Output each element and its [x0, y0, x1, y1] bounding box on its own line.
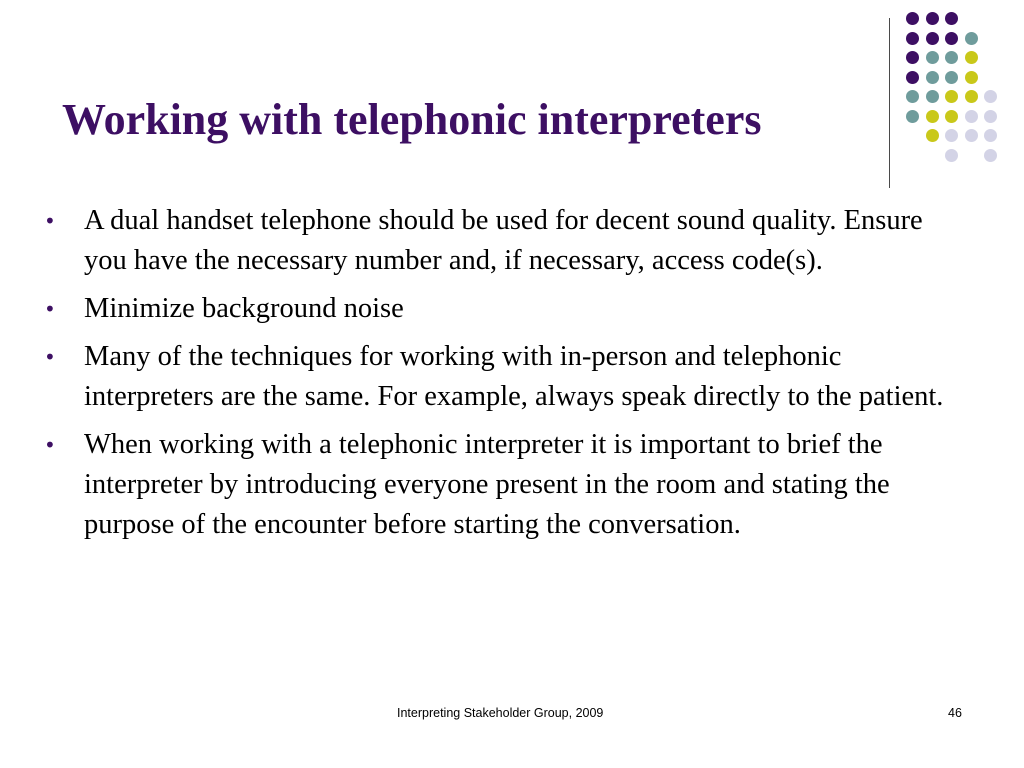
bullet-text: Minimize background noise: [84, 293, 404, 324]
decorative-dot: [906, 90, 919, 103]
decorative-dot: [965, 110, 978, 123]
decorative-dot: [945, 71, 958, 84]
bullet-list: [44, 201, 944, 553]
decorative-dot: [945, 32, 958, 45]
decorative-dot: [926, 110, 939, 123]
decorative-dot: [965, 129, 978, 142]
decorative-dot: [906, 12, 919, 25]
bullet-item: [44, 201, 944, 281]
decorative-dot: [965, 71, 978, 84]
decorative-dot: [926, 32, 939, 45]
decorative-dot: [926, 71, 939, 84]
decorative-dot: [984, 129, 997, 142]
decorative-dot: [926, 129, 939, 142]
bullet-text: A dual handset telephone should be used for decent sound quality. Ensure you have the necessary number and, if necessary, access code(s).: [84, 205, 923, 276]
decorative-dot: [945, 51, 958, 64]
bullet-icon: •: [44, 433, 56, 457]
divider-line: [889, 18, 890, 188]
decorative-dot-grid: [906, 12, 1016, 172]
decorative-dot: [945, 129, 958, 142]
bullet-item: [44, 425, 944, 545]
decorative-dot: [984, 110, 997, 123]
footer-text: Interpreting Stakeholder Group, 2009: [397, 706, 604, 720]
bullet-item: [44, 337, 944, 417]
decorative-dot: [945, 110, 958, 123]
bullet-text: When working with a telephonic interpreter it is important to brief the interpreter by introducing everyone present in the room and stating the purpose of the encounter before starting the conversation.: [84, 429, 890, 540]
decorative-dot: [965, 51, 978, 64]
bullet-icon: •: [44, 209, 56, 233]
page-number: 46: [948, 706, 962, 720]
decorative-dot: [906, 32, 919, 45]
decorative-dot: [926, 51, 939, 64]
bullet-text: Many of the techniques for working with in-person and telephonic interpreters are the same. For example, always speak directly to the patient.: [84, 341, 944, 412]
decorative-dot: [984, 149, 997, 162]
decorative-dot: [945, 90, 958, 103]
decorative-dot: [965, 32, 978, 45]
bullet-icon: •: [44, 345, 56, 369]
decorative-dot: [945, 149, 958, 162]
decorative-dot: [906, 51, 919, 64]
decorative-dot: [984, 90, 997, 103]
decorative-dot: [906, 110, 919, 123]
bullet-item: [44, 289, 944, 329]
decorative-dot: [945, 12, 958, 25]
bullet-icon: •: [44, 297, 56, 321]
decorative-dot: [926, 90, 939, 103]
decorative-dot: [965, 90, 978, 103]
slide-title: Working with telephonic interpreters: [62, 95, 762, 144]
decorative-dot: [906, 71, 919, 84]
decorative-dot: [926, 12, 939, 25]
